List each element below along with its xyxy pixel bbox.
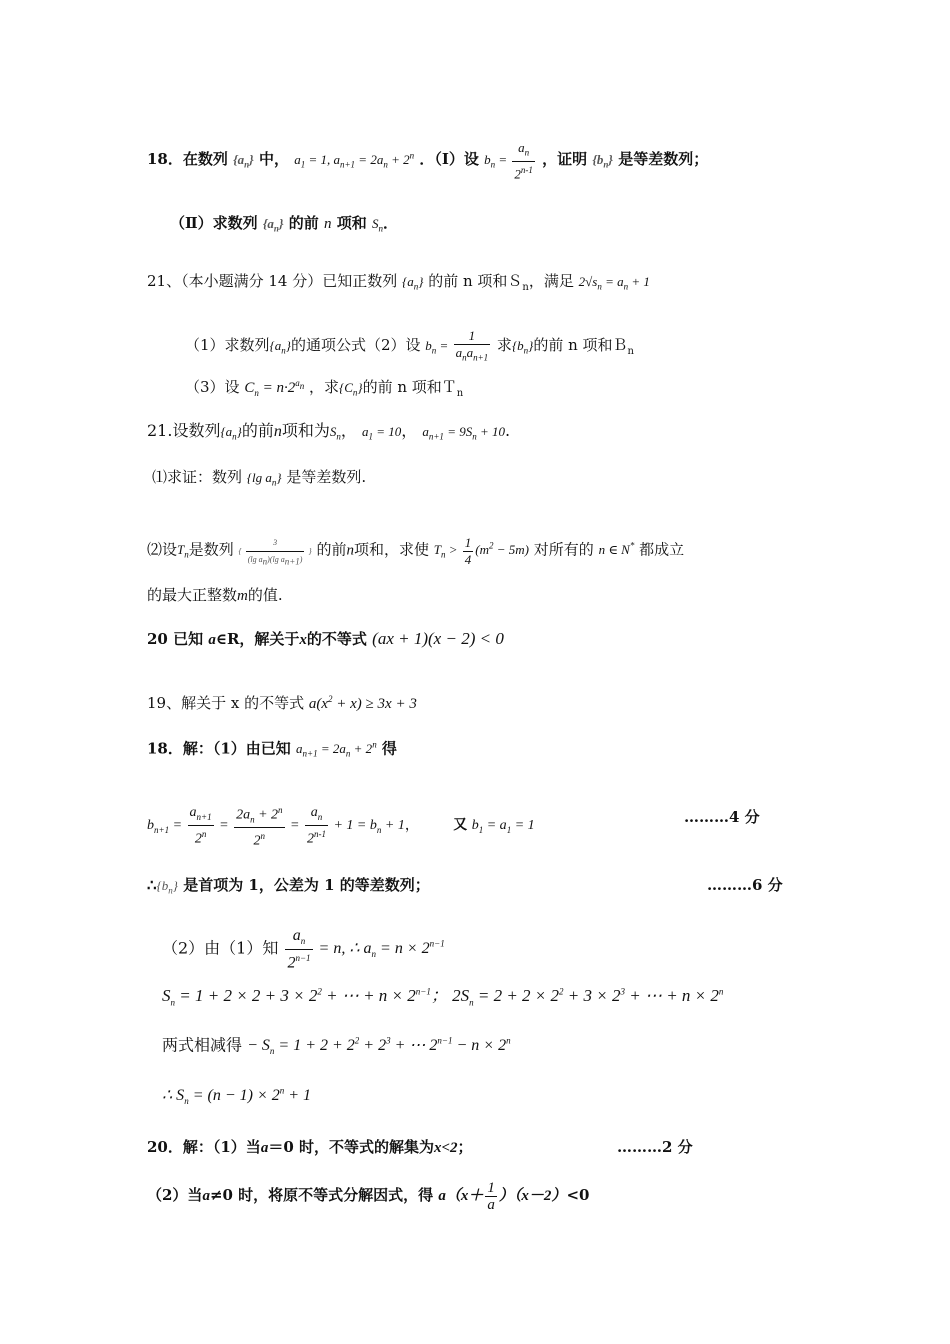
- sol20-line1: 20．解：（1）当a＝0 时，不等式的解集为x<2；: [147, 1138, 473, 1156]
- sol18-sn-result: ∴ $S_n = (n - 1) \times 2^n + 1$: [162, 1086, 312, 1107]
- q21b-line4: 的最大正整数m的值.: [147, 586, 283, 604]
- q21b-inequality: $T_n$ > $\frac{1}{4}$ $(m^2 - 5m)$: [433, 535, 529, 567]
- sol18-sn-sum: $S_n = 1 + 2 \times 2 + 3 \times 2^2$ + ⋯ + $n \times 2^{n-1}$； $2S_n = 2 + 2 \times 2^2 + 3 \times 2^3$ + ⋯ + $n \times 2^n$: [162, 985, 724, 1008]
- q20-inequality: (ax + 1)(x − 2) < 0: [372, 629, 504, 648]
- seq-a-n: $\{a_n\}$: [233, 151, 254, 170]
- q20-statement: 20 已知 a∈R，解关于x的不等式 (ax + 1)(x − 2) < 0: [147, 629, 504, 648]
- sol18-line5: [162, 980, 723, 1013]
- q21b-line2: ⑴求证：数列 {lg $a_n$} 是等差数列.: [152, 468, 367, 488]
- q18-bn-def: $b_n$ = $\frac{a_n}{2^{n-1}}$: [484, 140, 533, 181]
- sol18-line1: 18．解：（1）由已知 $a_{n+1} = 2a_n + 2^n$ 得: [147, 739, 397, 759]
- q21b-line1: 21.设数列$\{a_n\}$的前n项和为$S_n$， $a_1 = 10$， $a_{n+1} = 9S_n + 10$.: [147, 421, 511, 442]
- q21a-line2: （1）求数列$\{a_n\}$的通项公式（2）设 $b_n$ = $\frac{1}{a_na_{n+1}}$ 求$\{b_n\}$的前 n 项和Ｂ$_n$: [185, 328, 634, 366]
- q18-line1: 18．在数列 $\{a_n\}$ 中， $a_1 = 1$, $a_{n+1} = 2a_n + 2^n$ ．（Ⅰ）设 $b_n$ = $\frac{a_n}{2^{n-1}}$ ，证明 $\{b_n\}$ 是等差数列；: [147, 140, 709, 181]
- sol18-line4: （2）由（1）知 $\frac{a_n}{2^{n-1}}$ = n, ∴ $a_n = n \times 2^{n-1}$: [162, 927, 445, 972]
- sol20-line2: （2）当a≠0 时，将原不等式分解因式，得 a（x＋ $\frac{1}{a}$ ）（x－2）<0: [147, 1180, 590, 1213]
- sol18-line3: $\therefore\{b_n\}$ 是首项为 1，公差为 1 的等差数列；: [147, 876, 430, 896]
- q18-condition: $a_1 = 1$, $a_{n+1} = 2a_n + 2^n$: [294, 150, 415, 170]
- q21a-bn-def: $b_n$ = $\frac{1}{a_na_{n+1}}$: [425, 338, 492, 353]
- seq-b-n: $\{b_n\}$: [592, 151, 613, 170]
- q21b-line3: ⑵设$T_n$是数列 { $\frac{3}{(\lg a_n)(\lg a_{n+1})}$ } 的前n项和，求使 $T_n$ > $\frac{1}{4}$ $(m^2 - 5m)$ 对所有的 n ∈ N* 都成立: [147, 535, 684, 570]
- q19-statement: 19、解关于 x 的不等式 $a(x^2 + x) \ge 3x + 3$: [147, 694, 417, 712]
- score-2: ………2 分: [617, 1138, 693, 1156]
- q21a-cn-def: $C_n = n\cdot 2^{a_n}$: [244, 378, 305, 398]
- sol18-bn-derivation: $b_{n+1}$ = $\frac{a_{n+1}}{2^n}$ = $\frac{2a_n + 2^n}{2^n}$ = $\frac{a_n}{2^{n-1}}$ + $1 = b_n + 1$: [147, 804, 405, 850]
- sol18-line6: 两式相减得 − $S_n = 1 + 2 + 2^2 + 2^3$ + ⋯ $2^{n-1} - n \times 2^n$: [162, 1035, 511, 1057]
- q21a-line3: （3）设 $C_n = n\cdot 2^{a_n}$ ，求$\{C_n\}$的前 n 项和Ｔ$_n$: [185, 378, 464, 399]
- sol18-line2: $b_{n+1}$ = $\frac{a_{n+1}}{2^n}$ = $\frac{2a_n + 2^n}{2^n}$ = $\frac{a_n}{2^{n-1}}$ + $1 = b_n + 1$， 又 $b_1 = a_1 = 1$: [147, 804, 535, 850]
- sol18-line7: [162, 1080, 311, 1113]
- score-6: ………6 分: [707, 876, 783, 894]
- q19-inequality: $a(x^2 + x) \ge 3x + 3$: [308, 694, 417, 712]
- q21a-line1: 21、（本小题满分 14 分）已知正数列 $\{a_n\}$ 的前 n 项和Ｓ$_n$，满足 $2√s_n = a_n + 1$: [147, 272, 650, 293]
- q18-line2: （Ⅱ）求数列 $\{a_n\}$ 的前 n 项和 $S_n$．: [170, 214, 398, 234]
- q21a-condition: $2√s_n = a_n + 1$: [578, 274, 650, 292]
- score-4: ………4 分: [684, 808, 760, 826]
